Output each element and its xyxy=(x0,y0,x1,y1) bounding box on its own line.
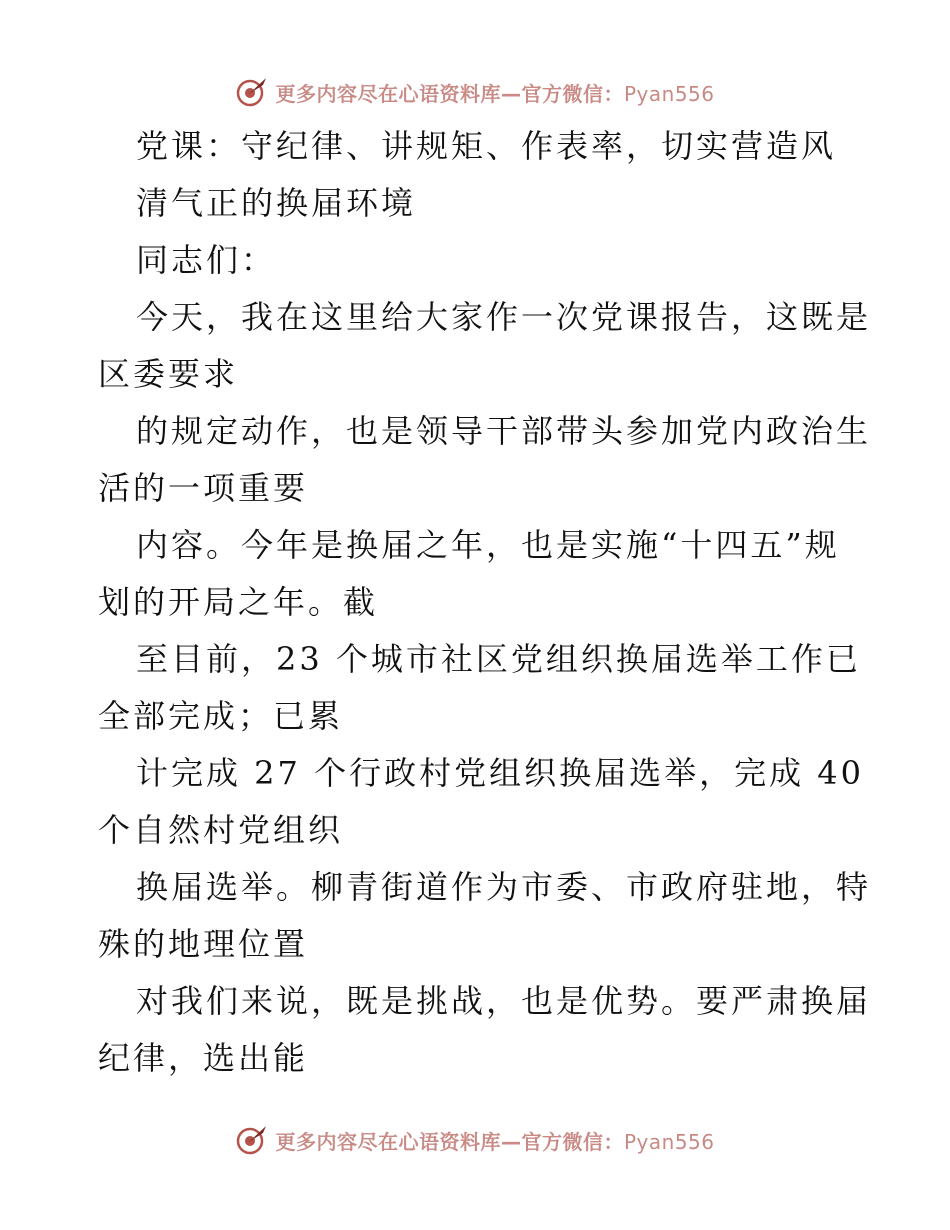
quill-seal-icon xyxy=(235,1123,269,1157)
text-line: 殊的地理位置 xyxy=(98,925,309,963)
text-line: 对我们来说，既是挑战，也是优势。要严肃换届 xyxy=(136,982,872,1020)
watermark-text: 更多内容尽在心语资料库—官方微信：Pyan556 xyxy=(275,81,715,106)
text-line: 今天，我在这里给大家作一次党课报告，这既是 xyxy=(136,298,872,336)
text-line: 全部完成；已累 xyxy=(98,697,344,735)
text-line: 党课：守纪律、讲规矩、作表率，切实营造风 xyxy=(136,127,837,165)
text-line: 清气正的换届环境 xyxy=(136,184,417,222)
watermark-header xyxy=(0,72,950,112)
text-line: 划的开局之年。截 xyxy=(98,583,379,621)
text-line: 区委要求 xyxy=(98,355,239,393)
text-line: 至目前，23 个城市社区党组织换届选举工作已 xyxy=(136,640,861,678)
text-line: 换届选举。柳青街道作为市委、市政府驻地，特 xyxy=(136,868,872,906)
text-line: 活的一项重要 xyxy=(98,469,309,507)
quill-seal-icon xyxy=(235,75,269,109)
text-line: 内容。今年是换届之年，也是实施“十四五”规 xyxy=(136,526,840,564)
watermark-footer xyxy=(0,1120,950,1160)
text-line: 计完成 27 个行政村党组织换届选举，完成 40 xyxy=(136,754,864,792)
text-line: 纪律，选出能 xyxy=(98,1039,309,1077)
text-line: 的规定动作，也是领导干部带头参加党内政治生 xyxy=(136,412,872,450)
text-line: 同志们： xyxy=(136,241,277,279)
watermark-text: 更多内容尽在心语资料库—官方微信：Pyan556 xyxy=(275,1129,715,1154)
document-body xyxy=(98,118,872,1087)
text-line: 个自然村党组织 xyxy=(98,811,344,849)
